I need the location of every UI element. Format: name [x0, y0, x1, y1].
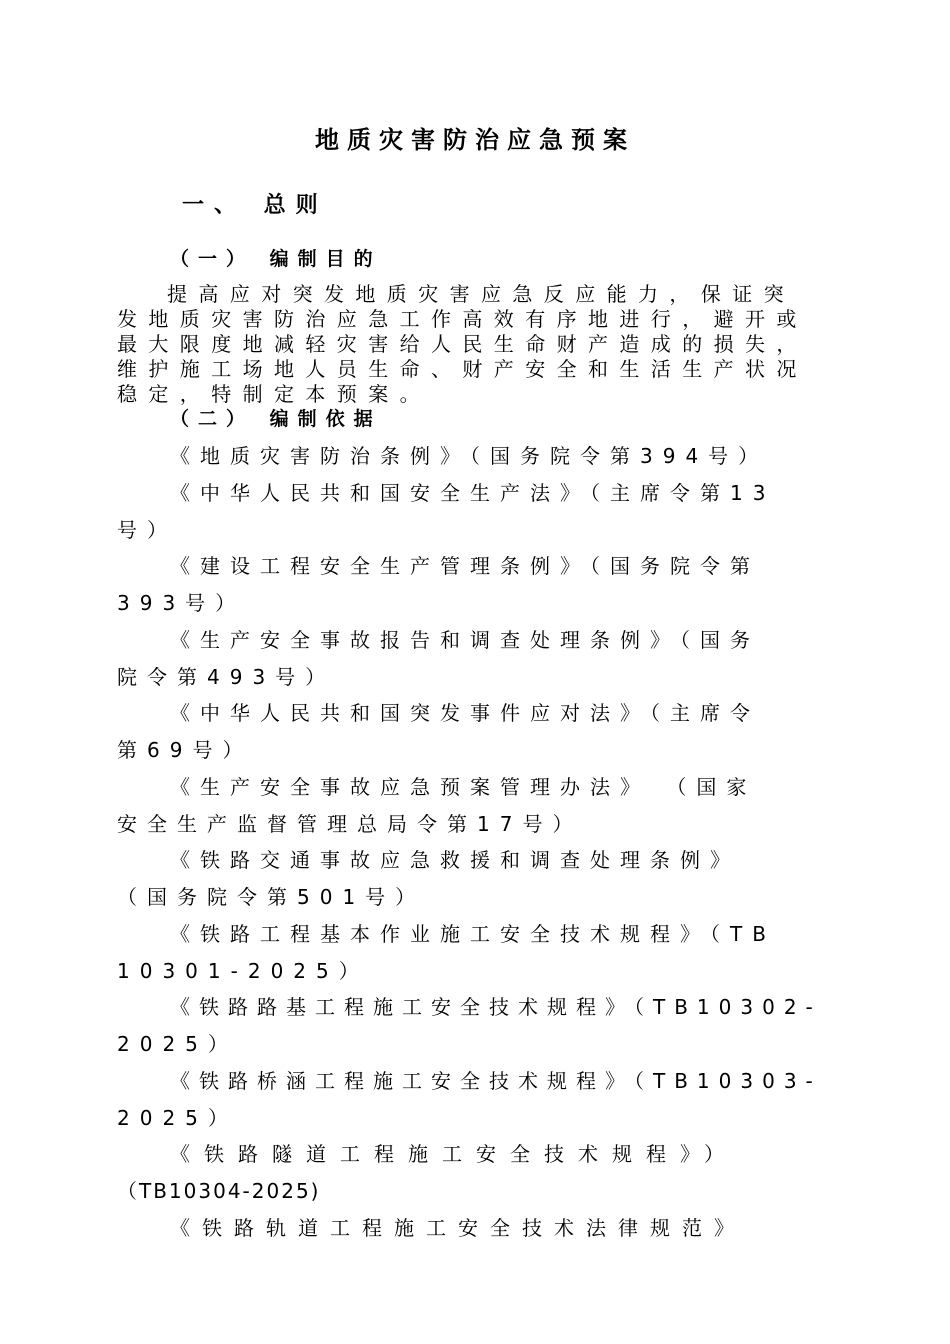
- basis-item-4-cont: 院令第493号）: [117, 665, 336, 689]
- basis-item-12: 《铁路轨道工程施工安全技术法律规范》: [170, 1216, 746, 1240]
- basis-item-8: 《铁路工程基本作业施工安全技术规程》（TB: [170, 922, 776, 946]
- basis-item-6: 《生产安全事故应急预案管理办法》 （国家: [170, 775, 757, 799]
- basis-item-11: 《铁路隧道工程施工安全技术规程》）: [170, 1142, 738, 1166]
- subheading-purpose: （一） 编制目的: [170, 248, 382, 270]
- basis-item-7: 《铁路交通事故应急救援和调查处理条例》: [170, 848, 740, 872]
- basis-item-2-cont: 号）: [117, 518, 177, 542]
- basis-item-5: 《中华人民共和国突发事件应对法》（主席令: [170, 701, 760, 725]
- section-heading-general: 一、 总则: [182, 193, 328, 218]
- document-title: 地质灾害防治应急预案: [315, 126, 635, 154]
- basis-item-9-cont: 2025）: [117, 1032, 238, 1056]
- basis-item-3: 《建设工程安全生产管理条例》（国务院令第: [170, 554, 760, 578]
- basis-item-6-cont: 安全生产监督管理总局令第17号）: [117, 812, 583, 836]
- basis-item-7-cont: （国务院令第501号）: [117, 885, 426, 909]
- basis-item-5-cont: 第69号）: [117, 738, 253, 762]
- basis-item-10: 《铁路桥涵工程施工安全技术规程》（TB10303-: [170, 1069, 822, 1093]
- basis-item-4: 《生产安全事故报告和调查处理条例》（国务: [170, 628, 760, 652]
- basis-item-8-cont: 10301-2025）: [117, 959, 369, 983]
- basis-item-11-cont: （TB10304-2025): [117, 1179, 321, 1203]
- basis-item-2: 《中华人民共和国安全生产法》（主席令第13: [170, 481, 776, 505]
- basis-item-1: 《地质灾害防治条例》（国务院令第394号）: [170, 444, 769, 468]
- subheading-basis: （二） 编制依据: [170, 408, 382, 430]
- basis-item-9: 《铁路路基工程施工安全技术规程》（TB10302-: [170, 995, 822, 1019]
- basis-item-3-cont: 393号）: [117, 591, 246, 615]
- basis-item-10-cont: 2025）: [117, 1106, 238, 1130]
- purpose-paragraph: 提高应对突发地质灾害应急反应能力，保证突发地质灾害防治应急工作高效有序地进行，避开或最大限度地减轻灾害给人民生命财产造成的损失，维护施工场地人员生命、财产安全和生活生产状况稳定，特制定本预案。: [117, 282, 808, 406]
